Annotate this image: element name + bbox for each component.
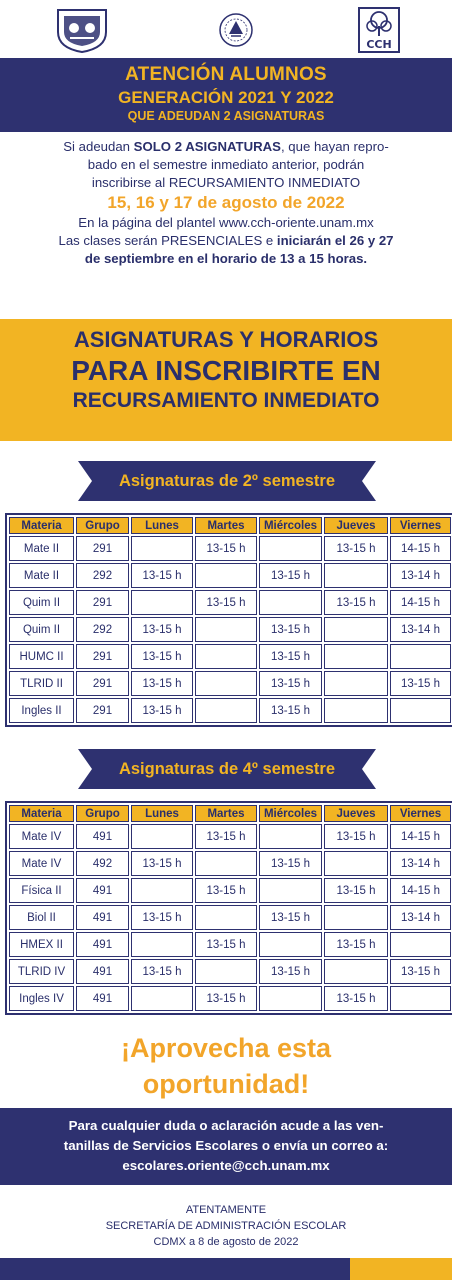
- fourth-semester-ribbon: [78, 749, 376, 789]
- table-cell: Quim II: [9, 590, 74, 615]
- table-cell: 13-15 h: [259, 644, 322, 669]
- signature-footer: ATENTAMENTE SECRETARÍA DE ADMINISTRACIÓN ESCOLAR CDMX a 8 de agosto de 2022: [0, 1202, 452, 1250]
- table-row: [9, 851, 451, 876]
- column-header: Viernes: [390, 517, 451, 534]
- fourth-semester-title: Asignaturas de 4º semestre: [118, 760, 336, 778]
- column-header: Martes: [195, 517, 257, 534]
- table-cell: 13-15 h: [259, 698, 322, 723]
- table-cell: [324, 851, 388, 876]
- table-cell: 13-15 h: [195, 932, 257, 957]
- subjects-owed-subtitle: QUE ADEUDAN 2 ASIGNATURAS: [127, 109, 325, 123]
- table-row: [9, 932, 451, 957]
- table-cell: 13-15 h: [131, 905, 193, 930]
- attention-header: [0, 58, 452, 132]
- table-cell: 13-15 h: [324, 932, 388, 957]
- info-paragraph: Si adeudan SOLO 2 ASIGNATURAS, que hayan repro- bado en el semestre inmediato anterior, podrán inscribirse al RECURSAMIENTO INMEDIATO 15, 16 y 17 de agosto de 2022 En la página del plantel www.cch-oriente.unam.mx Las clases serán PRESENCIALES e iniciarán el 26 y 27 de septiembre en el horario de 13 a 15 horas.: [0, 138, 452, 268]
- table-row: [9, 698, 451, 723]
- table-cell: 13-15 h: [131, 959, 193, 984]
- table-cell: 491: [76, 905, 129, 930]
- table-cell: 13-15 h: [195, 590, 257, 615]
- contact-email: escolares.oriente@cch.unam.mx: [122, 1158, 330, 1173]
- table-cell: [131, 986, 193, 1011]
- logo-header: [0, 0, 452, 58]
- issue-date: CDMX a 8 de agosto de 2022: [153, 1236, 299, 1248]
- table-cell: 13-14 h: [390, 905, 451, 930]
- plantel-website-text: En la página del plantel www.cch-oriente.unam.mx: [78, 215, 374, 230]
- table-cell: 13-15 h: [195, 878, 257, 903]
- table-cell: 14-15 h: [390, 824, 451, 849]
- table-cell: [195, 644, 257, 669]
- bottom-bar-navy: [0, 1258, 350, 1280]
- table-cell: [259, 878, 322, 903]
- table-cell: TLRID II: [9, 671, 74, 696]
- table-cell: 13-15 h: [390, 959, 451, 984]
- bottom-bar-gold: [350, 1258, 452, 1280]
- table-cell: Mate IV: [9, 851, 74, 876]
- table-cell: 13-15 h: [324, 878, 388, 903]
- unam-crest-icon: [52, 6, 112, 54]
- table-cell: [259, 536, 322, 561]
- column-header: Jueves: [324, 805, 388, 822]
- table-row: [9, 986, 451, 1011]
- table-row: [9, 824, 451, 849]
- table-row: [9, 563, 451, 588]
- schedule-banner: ASIGNATURAS Y HORARIOS PARA INSCRIBIRTE EN RECURSAMIENTO INMEDIATO: [0, 319, 452, 441]
- table-cell: 13-14 h: [390, 563, 451, 588]
- table-cell: [259, 824, 322, 849]
- table-cell: [324, 905, 388, 930]
- table-row: [9, 590, 451, 615]
- table-cell: 13-14 h: [390, 617, 451, 642]
- second-semester-ribbon: [78, 461, 376, 501]
- table-cell: 491: [76, 959, 129, 984]
- table-cell: 13-15 h: [131, 671, 193, 696]
- table-cell: [390, 986, 451, 1011]
- table-cell: Mate IV: [9, 824, 74, 849]
- table-cell: Mate II: [9, 563, 74, 588]
- table-header-row: [9, 805, 451, 822]
- column-header: Materia: [9, 805, 74, 822]
- column-header: Materia: [9, 517, 74, 534]
- column-header: Grupo: [76, 805, 129, 822]
- table-cell: 13-15 h: [324, 536, 388, 561]
- table-cell: [195, 698, 257, 723]
- table-cell: [390, 698, 451, 723]
- table-cell: [324, 617, 388, 642]
- table-cell: [390, 644, 451, 669]
- table-cell: 291: [76, 644, 129, 669]
- table-cell: [195, 959, 257, 984]
- generation-title: GENERACIÓN 2021 Y 2022: [118, 88, 334, 107]
- svg-text:CCH: CCH: [366, 38, 392, 51]
- table-cell: [324, 698, 388, 723]
- column-header: Miércoles: [259, 517, 322, 534]
- table-cell: 13-15 h: [195, 986, 257, 1011]
- second-semester-table: [5, 513, 452, 727]
- fourth-semester-table: [5, 801, 452, 1015]
- table-cell: 13-15 h: [131, 617, 193, 642]
- table-cell: Ingles II: [9, 698, 74, 723]
- table-cell: 13-15 h: [324, 986, 388, 1011]
- table-cell: 13-14 h: [390, 851, 451, 876]
- table-cell: 491: [76, 878, 129, 903]
- table-row: [9, 644, 451, 669]
- table-cell: [195, 671, 257, 696]
- table-cell: 14-15 h: [390, 590, 451, 615]
- table-cell: 292: [76, 617, 129, 642]
- table-cell: [324, 959, 388, 984]
- table-cell: Quim II: [9, 617, 74, 642]
- table-cell: 13-15 h: [259, 671, 322, 696]
- table-cell: 13-15 h: [390, 671, 451, 696]
- table-cell: 491: [76, 932, 129, 957]
- table-cell: 291: [76, 536, 129, 561]
- table-cell: 13-15 h: [259, 563, 322, 588]
- table-cell: 13-15 h: [131, 698, 193, 723]
- table-cell: [195, 905, 257, 930]
- table-cell: [131, 824, 193, 849]
- table-cell: Mate II: [9, 536, 74, 561]
- table-cell: 291: [76, 671, 129, 696]
- table-cell: [131, 536, 193, 561]
- table-cell: 13-15 h: [259, 851, 322, 876]
- table-cell: 13-15 h: [259, 617, 322, 642]
- table-cell: [259, 986, 322, 1011]
- table-cell: [131, 878, 193, 903]
- table-cell: [324, 671, 388, 696]
- table-cell: 14-15 h: [390, 878, 451, 903]
- table-cell: [195, 617, 257, 642]
- colegio-logo-icon: [218, 6, 254, 54]
- table-row: [9, 617, 451, 642]
- table-cell: 14-15 h: [390, 536, 451, 561]
- table-cell: TLRID IV: [9, 959, 74, 984]
- table-cell: [324, 644, 388, 669]
- column-header: Miércoles: [259, 805, 322, 822]
- table-cell: Biol II: [9, 905, 74, 930]
- call-to-action: ¡Aprovecha esta oportunidad!: [120, 1033, 332, 1099]
- table-cell: 13-15 h: [131, 644, 193, 669]
- table-cell: 492: [76, 851, 129, 876]
- table-cell: [324, 563, 388, 588]
- column-header: Martes: [195, 805, 257, 822]
- table-cell: [259, 932, 322, 957]
- table-cell: [259, 590, 322, 615]
- table-cell: 13-15 h: [195, 824, 257, 849]
- table-row: [9, 536, 451, 561]
- table-cell: [195, 563, 257, 588]
- table-cell: Física II: [9, 878, 74, 903]
- table-cell: 13-15 h: [324, 824, 388, 849]
- table-row: [9, 905, 451, 930]
- table-cell: 291: [76, 698, 129, 723]
- table-cell: 292: [76, 563, 129, 588]
- enrollment-dates: 15, 16 y 17 de agosto de 2022: [107, 193, 345, 212]
- table-cell: 13-15 h: [195, 536, 257, 561]
- table-row: [9, 671, 451, 696]
- table-cell: 491: [76, 824, 129, 849]
- column-header: Lunes: [131, 805, 193, 822]
- table-cell: Ingles IV: [9, 986, 74, 1011]
- column-header: Viernes: [390, 805, 451, 822]
- table-cell: 491: [76, 986, 129, 1011]
- table-cell: 291: [76, 590, 129, 615]
- contact-band: Para cualquier duda o aclaración acude a las ven- tanillas de Servicios Escolares o envía un correo a: escolares.oriente@cch.unam.mx: [0, 1108, 452, 1185]
- table-cell: [195, 851, 257, 876]
- table-cell: [390, 932, 451, 957]
- table-cell: [131, 932, 193, 957]
- table-cell: 13-15 h: [259, 959, 322, 984]
- attention-title: ATENCIÓN ALUMNOS: [125, 64, 327, 85]
- column-header: Lunes: [131, 517, 193, 534]
- table-row: [9, 878, 451, 903]
- table-cell: 13-15 h: [131, 563, 193, 588]
- table-cell: HMEX II: [9, 932, 74, 957]
- cch-tree-logo-icon: [356, 6, 402, 54]
- table-cell: 13-15 h: [131, 851, 193, 876]
- table-row: [9, 959, 451, 984]
- table-cell: [131, 590, 193, 615]
- column-header: Jueves: [324, 517, 388, 534]
- second-semester-rows: [9, 536, 451, 723]
- column-header: Grupo: [76, 517, 129, 534]
- fourth-semester-rows: [9, 824, 451, 1011]
- table-cell: 13-15 h: [259, 905, 322, 930]
- table-header-row: [9, 517, 451, 534]
- second-semester-title: Asignaturas de 2º semestre: [118, 472, 336, 490]
- table-cell: HUMC II: [9, 644, 74, 669]
- table-cell: 13-15 h: [324, 590, 388, 615]
